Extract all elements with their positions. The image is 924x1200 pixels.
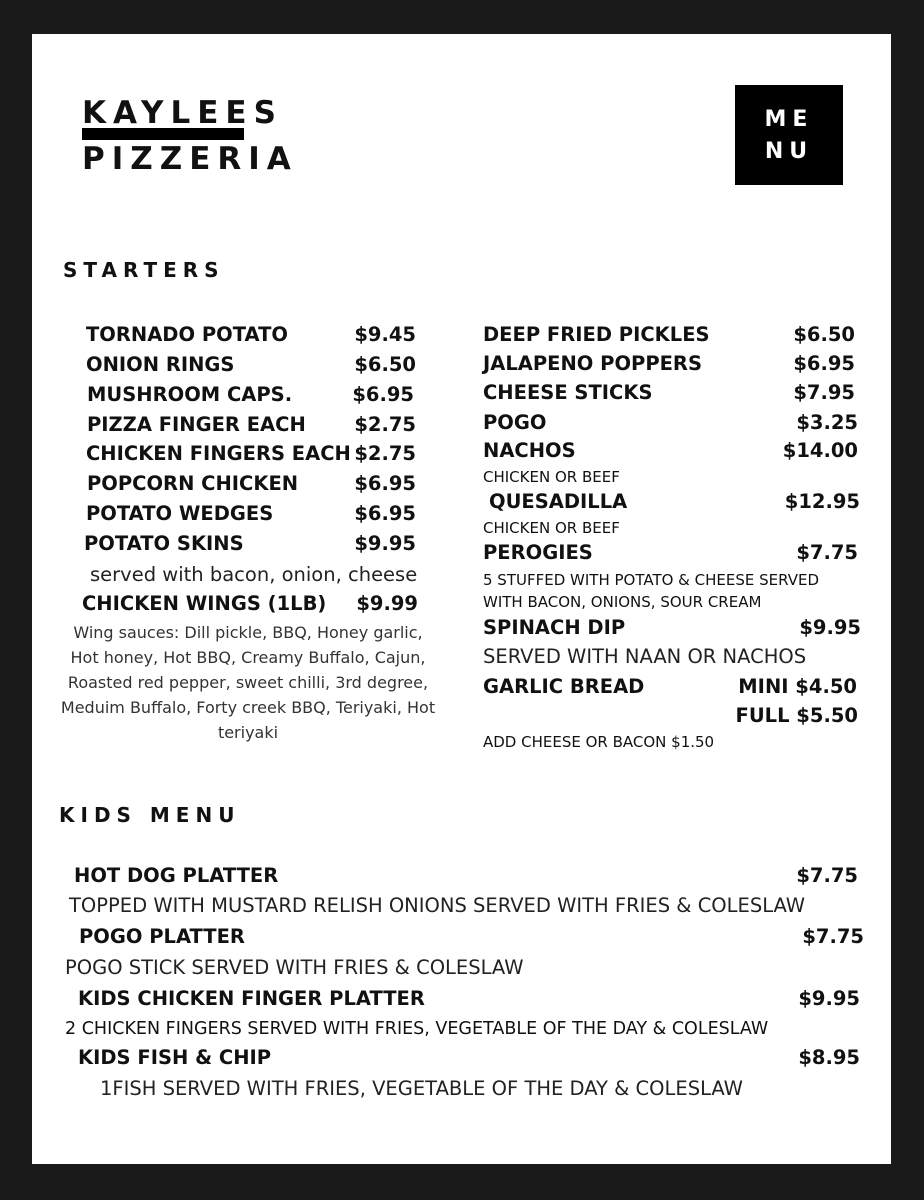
kids-item-note: POGO STICK SERVED WITH FRIES & COLESLAW — [65, 956, 524, 979]
starter-item-name: POTATO SKINS — [84, 532, 244, 555]
starter-item-name: ONION RINGS — [86, 353, 235, 376]
starter-item-price: $2.75 — [354, 413, 416, 436]
kids-item-note: TOPPED WITH MUSTARD RELISH ONIONS SERVED WITH FRIES & COLESLAW — [69, 894, 806, 917]
starter-item-name: TORNADO POTATO — [86, 323, 288, 346]
starter-item-price: $2.75 — [354, 442, 416, 465]
starter-item-price: $6.95 — [793, 352, 855, 375]
starter-item-name: POGO — [483, 411, 547, 434]
starter-item-name: DEEP FRIED PICKLES — [483, 323, 710, 346]
chicken-wings-price: $9.99 — [356, 592, 418, 615]
starter-item-price: $6.95 — [354, 472, 416, 495]
starter-item-price: $9.95 — [354, 532, 416, 555]
kids-item-note: 1FISH SERVED WITH FRIES, VEGETABLE OF THE DAY & COLESLAW — [100, 1077, 743, 1100]
starter-item-price: $14.00 — [782, 439, 858, 462]
nachos-note: CHICKEN OR BEEF — [483, 468, 620, 486]
perogies-note-line-1: 5 STUFFED WITH POTATO & CHEESE SERVED — [483, 571, 820, 589]
kids-item-note: 2 CHICKEN FINGERS SERVED WITH FRIES, VEGETABLE OF THE DAY & COLESLAW — [65, 1019, 769, 1039]
starter-item-price: $7.75 — [796, 541, 858, 564]
starter-item-name: SPINACH DIP — [483, 616, 626, 639]
starter-item-name: PEROGIES — [483, 541, 593, 564]
starter-item-name: CHEESE STICKS — [483, 381, 653, 404]
brand-line-1: KAYLEES — [82, 95, 283, 131]
quesadilla-note: CHICKEN OR BEEF — [483, 519, 620, 537]
starter-item-name: GARLIC BREAD — [483, 675, 645, 698]
kids-item-name: HOT DOG PLATTER — [74, 864, 279, 887]
starter-item-price: $3.25 — [796, 411, 858, 434]
menu-page — [32, 34, 891, 1164]
garlic-bread-note: ADD CHEESE OR BACON $1.50 — [483, 733, 715, 751]
potato-skins-note: served with bacon, onion, cheese — [90, 563, 418, 586]
starter-item-name: CHICKEN FINGERS EACH — [86, 442, 351, 465]
starter-item-name: JALAPENO POPPERS — [483, 352, 702, 375]
spinach-dip-note: SERVED WITH NAAN OR NACHOS — [483, 645, 807, 668]
starter-item-price: $6.95 — [352, 383, 414, 406]
starter-item-price: $6.95 — [354, 502, 416, 525]
starter-item-price: $7.95 — [793, 381, 855, 404]
kids-item-name: POGO PLATTER — [79, 925, 245, 948]
perogies-note-line-2: WITH BACON, ONIONS, SOUR CREAM — [483, 593, 762, 611]
starter-item-price: $6.50 — [354, 353, 416, 376]
menu-badge — [735, 85, 843, 185]
starter-item-price: $6.50 — [793, 323, 855, 346]
starter-item-name: POPCORN CHICKEN — [87, 472, 299, 495]
starter-item-name: MUSHROOM CAPS. — [87, 383, 293, 406]
starter-item-name: QUESADILLA — [489, 490, 628, 513]
menu-badge-line-1: ME — [764, 107, 814, 132]
starter-item-name: NACHOS — [483, 439, 576, 462]
kids-item-price: $9.95 — [798, 987, 860, 1010]
starter-item-name: POTATO WEDGES — [86, 502, 274, 525]
brand-line-2: PIZZERIA — [82, 141, 298, 177]
starter-item-name: PIZZA FINGER EACH — [87, 413, 306, 436]
garlic-bread-price-mini: MINI $4.50 — [738, 675, 857, 698]
kids-item-name: KIDS FISH & CHIP — [78, 1046, 272, 1069]
kids-item-name: KIDS CHICKEN FINGER PLATTER — [78, 987, 425, 1010]
menu-badge-line-2: NU — [764, 139, 814, 164]
starter-item-price: $12.95 — [784, 490, 860, 513]
garlic-bread-price-full: FULL $5.50 — [735, 704, 858, 727]
starter-item-price: $9.45 — [354, 323, 416, 346]
starter-item-price: $9.95 — [799, 616, 861, 639]
wing-sauces-note: Wing sauces: Dill pickle, BBQ, Honey garlic, Hot honey, Hot BBQ, Creamy Buffalo, Cajun, Roasted red pepper, sweet chilli, 3rd degree, Meduim Buffalo, Forty creek BBQ, Teriyaki, Hot teriyaki — [60, 623, 436, 742]
starters-heading: STARTERS — [63, 258, 225, 282]
chicken-wings-name: CHICKEN WINGS (1LB) — [82, 592, 327, 615]
kids-menu-heading: KIDS MENU — [59, 803, 241, 827]
kids-item-price: $8.95 — [798, 1046, 860, 1069]
kids-item-price: $7.75 — [802, 925, 864, 948]
kids-item-price: $7.75 — [796, 864, 858, 887]
